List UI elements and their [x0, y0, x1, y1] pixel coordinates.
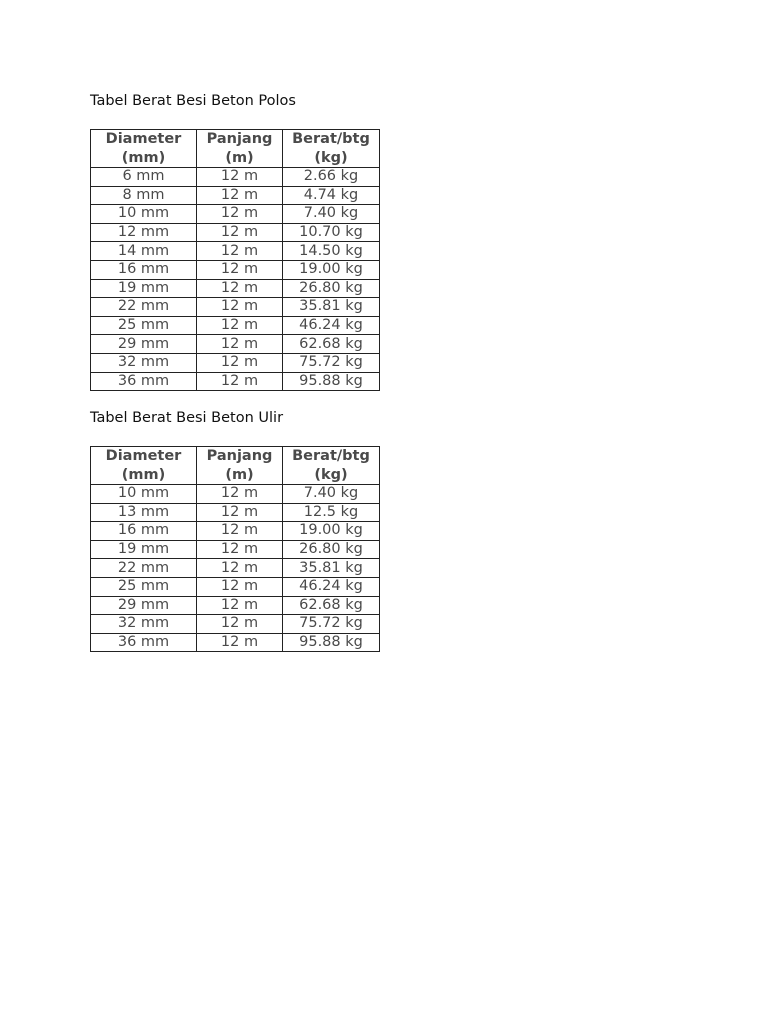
- cell-panjang: 12 m: [197, 223, 283, 242]
- cell-diameter: 13 mm: [91, 503, 197, 522]
- header-diameter: [91, 447, 197, 485]
- table-body: [91, 485, 380, 652]
- table-header-row: [91, 130, 380, 168]
- table-row: [91, 242, 380, 261]
- header-diameter-label: Diameter: [105, 448, 182, 464]
- cell-berat: 7.40 kg: [283, 205, 380, 224]
- cell-panjang: 12 m: [197, 353, 283, 372]
- cell-berat: 35.81 kg: [283, 559, 380, 578]
- cell-panjang: 12 m: [197, 522, 283, 541]
- table-row: [91, 633, 380, 652]
- cell-diameter: 32 mm: [91, 615, 197, 634]
- table-header-row: [91, 447, 380, 485]
- table-row: [91, 335, 380, 354]
- table-row: [91, 205, 380, 224]
- header-diameter-label: Diameter: [105, 131, 182, 147]
- header-berat: [283, 447, 380, 485]
- cell-panjang: 12 m: [197, 242, 283, 261]
- cell-panjang: 12 m: [197, 577, 283, 596]
- cell-diameter: 16 mm: [91, 260, 197, 279]
- cell-berat: 62.68 kg: [283, 596, 380, 615]
- cell-berat: 7.40 kg: [283, 485, 380, 504]
- cell-diameter: 29 mm: [91, 335, 197, 354]
- cell-berat: 14.50 kg: [283, 242, 380, 261]
- header-panjang-unit: (m): [225, 149, 254, 166]
- cell-berat: 2.66 kg: [283, 168, 380, 187]
- cell-diameter: 14 mm: [91, 242, 197, 261]
- cell-berat: 19.00 kg: [283, 260, 380, 279]
- table-row: [91, 186, 380, 205]
- cell-panjang: 12 m: [197, 168, 283, 187]
- header-berat: [283, 130, 380, 168]
- header-panjang: [197, 130, 283, 168]
- table-body: [91, 168, 380, 391]
- cell-panjang: 12 m: [197, 596, 283, 615]
- cell-diameter: 29 mm: [91, 596, 197, 615]
- cell-panjang: 12 m: [197, 615, 283, 634]
- table-title-polos: Tabel Berat Besi Beton Polos: [90, 93, 296, 109]
- cell-diameter: 16 mm: [91, 522, 197, 541]
- cell-panjang: 12 m: [197, 540, 283, 559]
- cell-berat: 4.74 kg: [283, 186, 380, 205]
- cell-diameter: 12 mm: [91, 223, 197, 242]
- table-row: [91, 168, 380, 187]
- cell-diameter: 25 mm: [91, 577, 197, 596]
- header-diameter: [91, 130, 197, 168]
- cell-panjang: 12 m: [197, 205, 283, 224]
- cell-panjang: 12 m: [197, 260, 283, 279]
- cell-panjang: 12 m: [197, 335, 283, 354]
- cell-berat: 95.88 kg: [283, 372, 380, 391]
- table-row: [91, 279, 380, 298]
- table-row: [91, 260, 380, 279]
- cell-diameter: 36 mm: [91, 633, 197, 652]
- table-row: [91, 615, 380, 634]
- cell-diameter: 22 mm: [91, 559, 197, 578]
- cell-berat: 12.5 kg: [283, 503, 380, 522]
- table-row: [91, 316, 380, 335]
- cell-berat: 26.80 kg: [283, 279, 380, 298]
- cell-berat: 10.70 kg: [283, 223, 380, 242]
- table-row: [91, 485, 380, 504]
- header-berat-label: Berat/btg: [292, 448, 370, 464]
- cell-panjang: 12 m: [197, 559, 283, 578]
- table-row: [91, 372, 380, 391]
- table-row: [91, 577, 380, 596]
- cell-diameter: 22 mm: [91, 298, 197, 317]
- cell-diameter: 6 mm: [91, 168, 197, 187]
- header-panjang-label: Panjang: [206, 131, 273, 147]
- header-panjang: [197, 447, 283, 485]
- cell-berat: 35.81 kg: [283, 298, 380, 317]
- cell-diameter: 8 mm: [91, 186, 197, 205]
- table-row: [91, 540, 380, 559]
- cell-diameter: 32 mm: [91, 353, 197, 372]
- cell-berat: 46.24 kg: [283, 577, 380, 596]
- cell-diameter: 10 mm: [91, 485, 197, 504]
- table-row: [91, 353, 380, 372]
- header-berat-label: Berat/btg: [292, 131, 370, 147]
- header-panjang-label: Panjang: [206, 448, 273, 464]
- table-row: [91, 223, 380, 242]
- cell-panjang: 12 m: [197, 186, 283, 205]
- header-diameter-unit: (mm): [121, 466, 166, 483]
- cell-panjang: 12 m: [197, 279, 283, 298]
- table-row: [91, 522, 380, 541]
- cell-berat: 95.88 kg: [283, 633, 380, 652]
- cell-berat: 19.00 kg: [283, 522, 380, 541]
- table-title-ulir: Tabel Berat Besi Beton Ulir: [90, 410, 284, 426]
- cell-berat: 26.80 kg: [283, 540, 380, 559]
- cell-diameter: 19 mm: [91, 279, 197, 298]
- cell-berat: 75.72 kg: [283, 615, 380, 634]
- cell-diameter: 36 mm: [91, 372, 197, 391]
- weight-table-polos: [90, 129, 380, 391]
- header-panjang-unit: (m): [225, 466, 254, 483]
- cell-diameter: 10 mm: [91, 205, 197, 224]
- cell-panjang: 12 m: [197, 503, 283, 522]
- weight-table-ulir: [90, 446, 380, 652]
- header-berat-unit: (kg): [314, 149, 348, 166]
- table-row: [91, 559, 380, 578]
- cell-diameter: 25 mm: [91, 316, 197, 335]
- cell-panjang: 12 m: [197, 372, 283, 391]
- table-row: [91, 503, 380, 522]
- cell-panjang: 12 m: [197, 633, 283, 652]
- cell-panjang: 12 m: [197, 316, 283, 335]
- table-row: [91, 298, 380, 317]
- header-diameter-unit: (mm): [121, 149, 166, 166]
- cell-diameter: 19 mm: [91, 540, 197, 559]
- cell-berat: 62.68 kg: [283, 335, 380, 354]
- cell-berat: 46.24 kg: [283, 316, 380, 335]
- table-row: [91, 596, 380, 615]
- cell-berat: 75.72 kg: [283, 353, 380, 372]
- cell-panjang: 12 m: [197, 298, 283, 317]
- header-berat-unit: (kg): [314, 466, 348, 483]
- cell-panjang: 12 m: [197, 485, 283, 504]
